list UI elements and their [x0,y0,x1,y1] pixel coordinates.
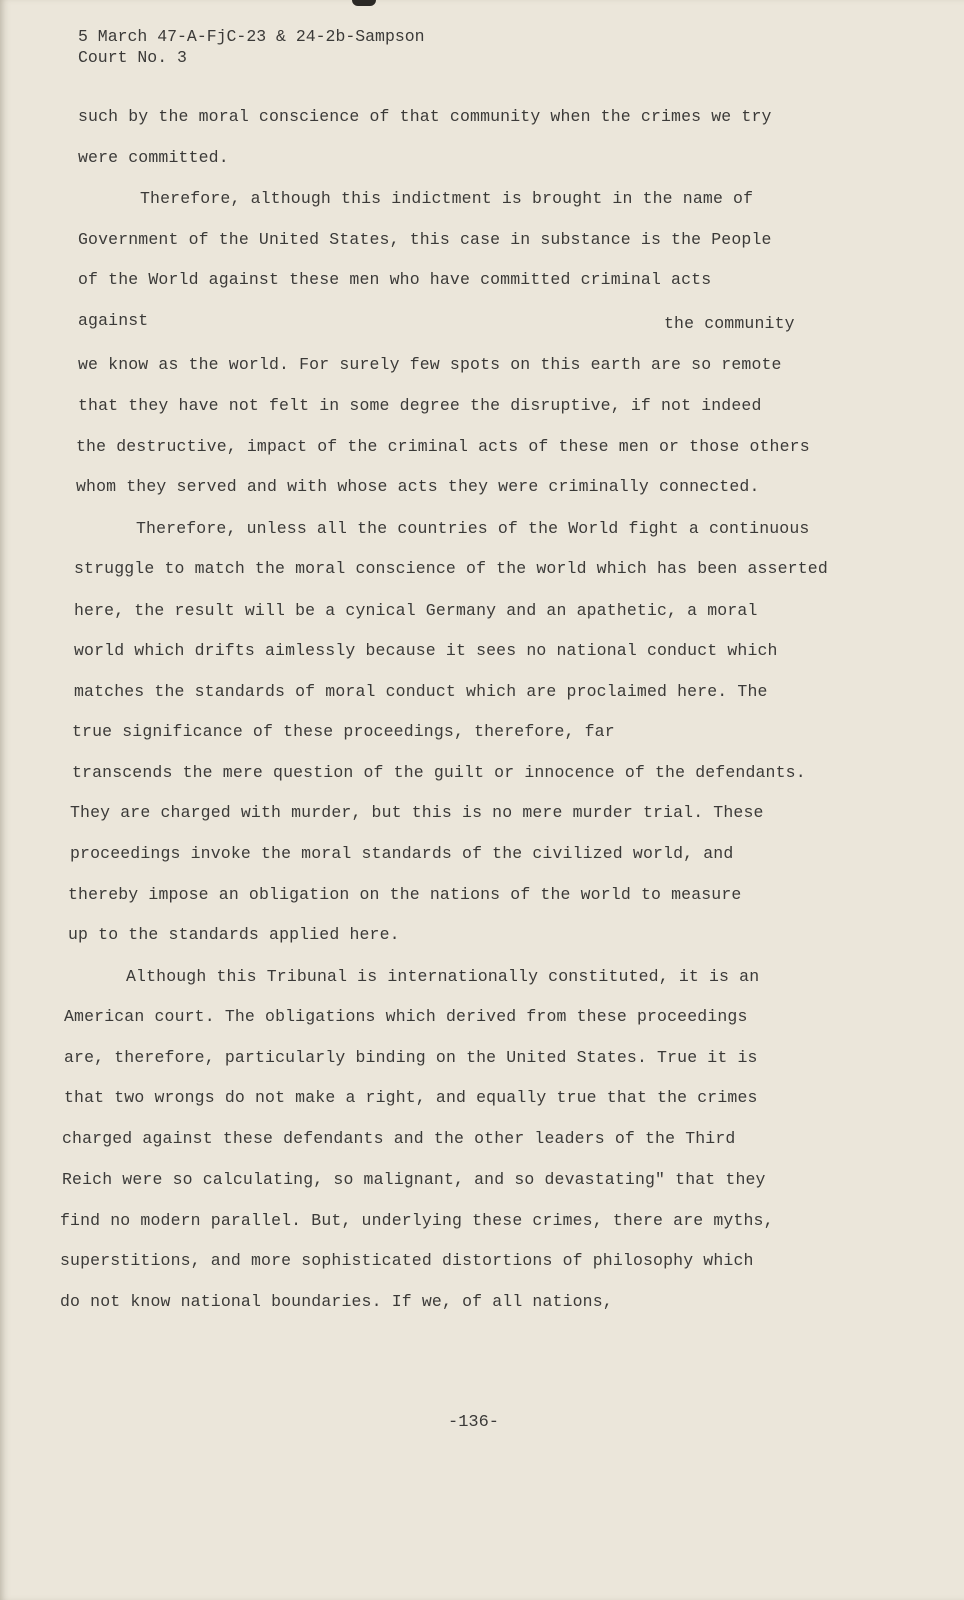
text-line: superstitions, and more sophisticated distortions of philosophy which [60,1251,754,1270]
text-line: whom they served and with whose acts they were criminally connected. [76,477,760,496]
page-edge-mark [352,0,376,6]
text-line: that two wrongs do not make a right, and equally true that the crimes [64,1088,758,1107]
text-line: such by the moral conscience of that community when the crimes we try [78,107,772,126]
text-line: the destructive, impact of the criminal acts of these men or those others [76,437,810,456]
text-line: American court. The obligations which derived from these proceedings [64,1007,748,1026]
text-line: Although this Tribunal is internationally constituted, it is an [126,967,760,986]
text-line: Government of the United States, this case in substance is the People [78,230,772,249]
text-line: of the World against these men who have committed criminal acts [78,270,712,289]
text-line: the community [664,314,795,333]
text-line: struggle to match the moral conscience of the world which has been asserted [74,559,828,578]
text-line: proceedings invoke the moral standards of the civilized world, and [70,844,734,863]
text-line: Therefore, although this indictment is brought in the name of [140,189,754,208]
text-line: Reich were so calculating, so malignant, and so devastating" that they [62,1170,766,1189]
text-line: world which drifts aimlessly because it sees no national conduct which [74,641,778,660]
header-court: Court No. 3 [78,48,187,67]
text-line: are, therefore, particularly binding on the United States. True it is [64,1048,758,1067]
text-line: were committed. [78,148,229,167]
text-line: true significance of these proceedings, therefore, far [72,722,615,741]
text-line: up to the standards applied here. [68,925,400,944]
text-line: against [78,311,149,330]
text-line: Therefore, unless all the countries of the World fight a continuous [136,519,810,538]
text-line: charged against these defendants and the other leaders of the Third [62,1129,736,1148]
text-line: matches the standards of moral conduct which are proclaimed here. The [74,682,768,701]
text-line: transcends the mere question of the guilt or innocence of the defendants. [72,763,806,782]
page-number: -136- [448,1413,500,1432]
document-header [78,26,425,68]
text-line: find no modern parallel. But, underlying these crimes, there are myths, [60,1211,774,1230]
text-line: They are charged with murder, but this is no mere murder trial. These [70,803,764,822]
text-line: here, the result will be a cynical Germany and an apathetic, a moral [74,601,758,620]
text-line: do not know national boundaries. If we, of all nations, [60,1292,613,1311]
text-line: that they have not felt in some degree the disruptive, if not indeed [78,396,762,415]
text-line: we know as the world. For surely few spots on this earth are so remote [78,355,782,374]
header-reference: 5 March 47-A-FjC-23 & 24-2b-Sampson [78,27,425,46]
text-line: thereby impose an obligation on the nations of the world to measure [68,885,742,904]
